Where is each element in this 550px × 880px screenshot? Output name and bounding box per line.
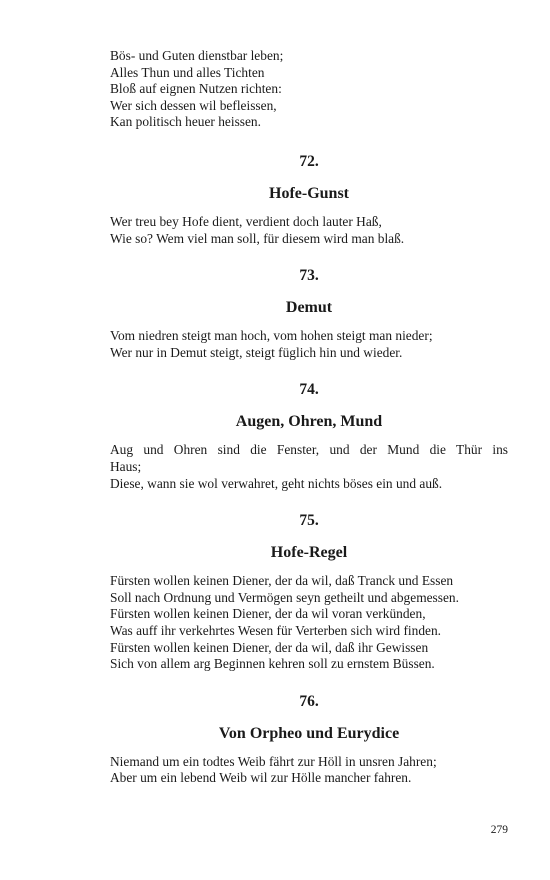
- verse-line: Wer nur in Demut steigt, steigt füglich hin und wieder.: [110, 344, 403, 360]
- poem-verse: [110, 573, 508, 673]
- poem-title: Demut: [285, 299, 333, 317]
- poem-title: Augen, Ohren, Mund: [235, 413, 383, 431]
- poem-verse: [110, 214, 508, 247]
- verse-line: Vom niedren steigt man hoch, vom hohen steigt man nieder;: [110, 328, 433, 344]
- poem-number: 76.: [299, 692, 319, 710]
- poem-verse: [110, 442, 508, 492]
- verse-line: Haus;: [110, 458, 142, 474]
- verse-line: Sich von allem arg Beginnen kehren soll zu ernstem Büssen.: [110, 656, 435, 672]
- page-number: 279: [490, 824, 508, 836]
- verse-line: Fürsten wollen keinen Diener, der da wil, daß Tranck und Essen: [110, 573, 454, 589]
- verse-line: Fürsten wollen keinen Diener, der da wil, daß ihr Gewissen: [110, 639, 429, 655]
- page-body: [110, 48, 508, 787]
- poem-title: Hofe-Regel: [270, 544, 348, 562]
- verse-line: Kan politisch heuer heissen.: [110, 114, 261, 130]
- verse-line: Aug und Ohren sind die Fenster, und der Mund die Thür ins: [110, 442, 508, 458]
- poem-number: 74.: [299, 381, 319, 399]
- poem-verse: [110, 328, 508, 361]
- verse-line: Bloß auf eignen Nutzen richten:: [110, 81, 282, 97]
- poem-number: 75.: [299, 512, 319, 530]
- poem-verse: [110, 754, 508, 787]
- verse-line: Fürsten wollen keinen Diener, der da wil voran verkünden,: [110, 606, 426, 622]
- verse-line: Niemand um ein todtes Weib fährt zur Höll in unsren Jahren;: [110, 753, 437, 769]
- verse-line: Soll nach Ordnung und Vermögen seyn getheilt und abgemessen.: [110, 589, 459, 605]
- verse-line: Alles Thun und alles Tichten: [110, 64, 265, 80]
- poem-number: 73.: [299, 267, 319, 285]
- poem-title: Von Orpheo und Eurydice: [218, 724, 400, 742]
- verse-line: Wer treu bey Hofe dient, verdient doch lauter Haß,: [110, 213, 382, 229]
- verse-line: Wer sich dessen wil befleissen,: [110, 97, 277, 113]
- intro-verse: [110, 48, 508, 131]
- verse-line: Aber um ein lebend Weib wil zur Hölle mancher fahren.: [110, 770, 412, 786]
- verse-line: Was auff ihr verkehrtes Wesen für Verterben sich wird finden.: [110, 622, 442, 638]
- verse-line: Wie so? Wem viel man soll, für diesem wird man blaß.: [110, 230, 405, 246]
- poem-number: 72.: [299, 152, 319, 170]
- verse-line: Bös- und Guten dienstbar leben;: [110, 48, 284, 63]
- verse-line: Diese, wann sie wol verwahret, geht nichts böses ein und auß.: [110, 475, 443, 491]
- poem-title: Hofe-Gunst: [269, 184, 349, 202]
